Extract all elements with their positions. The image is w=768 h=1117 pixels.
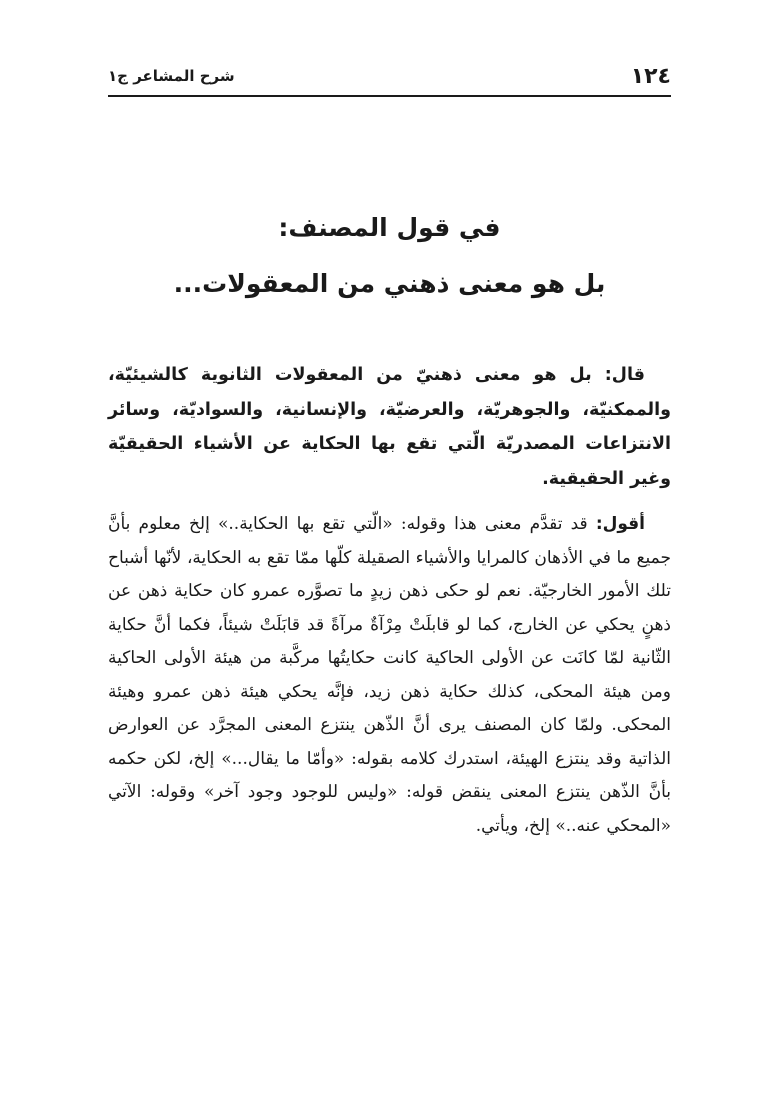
- quote-label: قال:: [604, 365, 646, 385]
- running-title: شرح المشاعر ج١: [108, 67, 235, 85]
- comment-label: أقول:: [595, 514, 646, 534]
- chapter-heading: [108, 200, 671, 312]
- header-divider: [108, 95, 671, 97]
- chapter-title-line-2: بل هو معنى ذهني من المعقولات...: [173, 269, 606, 298]
- body-text: [108, 358, 671, 843]
- comment-text: قد تقدَّم معنى هذا وقوله: «الّتي تقع بها الحكاية..» إلخ معلوم بأنَّ جميع ما في الأذهان كالمرايا والأشياء الصقيلة كلّها ممّا تقع به الحكاية، لأنّها أشباح تلك الأمور الخارجيّة. نعم لو حكى ذهن زيدٍ ما تصوَّره عمرو كان حكاية ذهن عن ذهنٍ يحكي عن الخارج، كما لو قابلَتْ مِرْآةٌ مرآةً قد قابَلَتْ شيئاً، فكما أنَّ حكاية الثّانية لمّا كانَت عن الأولى الحاكية كانت حكايتُها مركَّبة من هيئة الأولى الحاكية ومن هيئة المحكى، كذلك حكاية ذهن زيد، فإنَّه يحكي هيئة ذهن عمرو وهيئة المحكى. ولمّا كان المصنف يرى أنَّ الذّهن ينتزع المعنى المجرَّد عن العوارض الذاتية وقد ينتزع الهيئة، استدرك كلامه بقوله: «وأمّا ما يقال...» إلخ، لكن حكمه بأنَّ الذّهن ينتزع المعنى ينقض قوله: «وليس للوجود وجود آخر» وقوله: الآتي «المحكي عنه..» إلخ، ويأتي.: [108, 514, 671, 836]
- quote-text: بل هو معنى ذهنيّ من المعقولات الثانوية كالشيئيّة، والممكنيّة، والجوهريّة، والعرضيّة، والإنسانية، والسواديّة، وسائر الانتزاعات المصدريّة الّتي تقع بها الحكاية عن الأشياء الحقيقيّة وغير الحقيقية.: [108, 365, 671, 489]
- quoted-text-paragraph: [108, 358, 671, 496]
- running-header: [108, 58, 671, 94]
- chapter-title-line-1: في قول المصنف:: [278, 213, 501, 242]
- commentary-paragraph: [108, 508, 671, 843]
- page-number: ١٢٤: [630, 63, 671, 89]
